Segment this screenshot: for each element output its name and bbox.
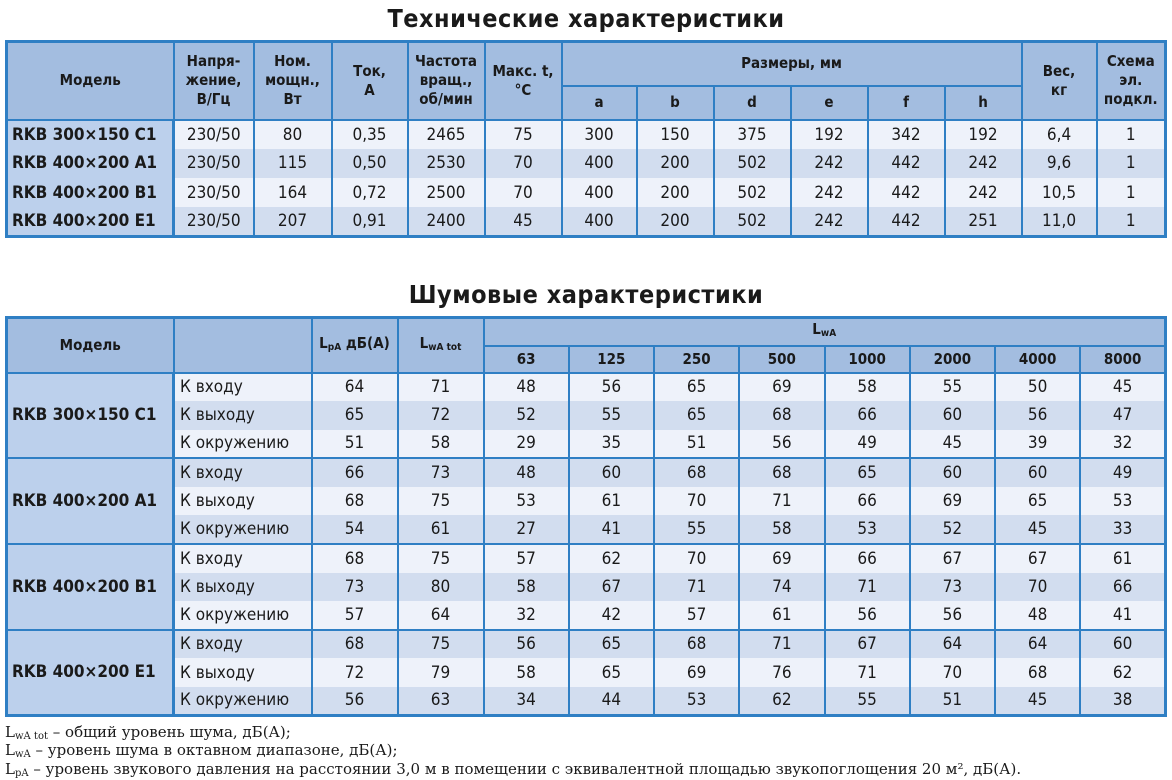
value-cell: 2500 — [408, 178, 485, 207]
value-cell: 68 — [995, 658, 1080, 687]
value-cell: 60 — [995, 458, 1080, 487]
value-cell: 53 — [654, 687, 739, 716]
value-cell: 55 — [569, 401, 654, 430]
col-lwa: $L_{wA}$ — [484, 318, 1166, 346]
value-cell: 79 — [398, 658, 484, 687]
value-cell: 67 — [995, 544, 1080, 573]
value-cell: 442 — [868, 149, 945, 178]
value-cell: 56 — [739, 430, 824, 459]
direction-cell: К окружению — [174, 515, 312, 544]
col-speed: Частота вращ., об/мин — [408, 42, 485, 120]
value-cell: 34 — [484, 687, 569, 716]
value-cell: 56 — [825, 601, 910, 630]
value-cell: 68 — [739, 458, 824, 487]
value-cell: 39 — [995, 430, 1080, 459]
table-row — [7, 373, 1166, 402]
value-cell: 51 — [910, 687, 995, 716]
value-cell: 68 — [312, 544, 398, 573]
col-scheme: Схема эл. подкл. — [1097, 42, 1166, 120]
value-cell: 67 — [825, 630, 910, 659]
direction-cell: К выходу — [174, 401, 312, 430]
value-cell: 68 — [654, 458, 739, 487]
value-cell: 52 — [484, 401, 569, 430]
value-cell: 53 — [484, 487, 569, 516]
value-cell: 300 — [562, 120, 637, 149]
value-cell: 71 — [398, 373, 484, 402]
value-cell: 65 — [654, 373, 739, 402]
value-cell: 70 — [654, 544, 739, 573]
value-cell: 55 — [825, 687, 910, 716]
value-cell: 55 — [910, 373, 995, 402]
direction-cell: К входу — [174, 544, 312, 573]
direction-cell: К выходу — [174, 658, 312, 687]
value-cell: 1 — [1097, 207, 1166, 236]
value-cell: 192 — [791, 120, 868, 149]
footnote: $L_{wA}$ – уровень шума в октавном диапазоне, дБ(А); — [5, 741, 398, 760]
value-cell: 58 — [484, 658, 569, 687]
value-cell: 442 — [868, 207, 945, 236]
col-dim-f: f — [868, 86, 945, 120]
value-cell: 65 — [569, 630, 654, 659]
value-cell: 11,0 — [1022, 207, 1097, 236]
model-cell: RKB 300×150 C1 — [7, 120, 174, 149]
value-cell: 242 — [791, 178, 868, 207]
table-row — [7, 401, 1166, 430]
value-cell: 200 — [637, 207, 714, 236]
value-cell: 230/50 — [174, 207, 254, 236]
value-cell: 45 — [995, 515, 1080, 544]
value-cell: 56 — [312, 687, 398, 716]
value-cell: 150 — [637, 120, 714, 149]
value-cell: 375 — [714, 120, 791, 149]
value-cell: 230/50 — [174, 178, 254, 207]
value-cell: 0,35 — [332, 120, 408, 149]
value-cell: 0,50 — [332, 149, 408, 178]
tech-table — [5, 40, 1167, 238]
value-cell: 80 — [254, 120, 332, 149]
value-cell: 68 — [312, 487, 398, 516]
col-freq-63: 63 — [484, 346, 569, 373]
direction-cell: К входу — [174, 458, 312, 487]
value-cell: 2465 — [408, 120, 485, 149]
value-cell: 115 — [254, 149, 332, 178]
value-cell: 442 — [868, 178, 945, 207]
value-cell: 64 — [312, 373, 398, 402]
value-cell: 400 — [562, 178, 637, 207]
col-lwatot: $L_{wA tot}$ — [398, 318, 484, 373]
value-cell: 53 — [1080, 487, 1165, 516]
value-cell: 58 — [825, 373, 910, 402]
value-cell: 66 — [825, 544, 910, 573]
col-freq-250: 250 — [654, 346, 739, 373]
value-cell: 67 — [569, 573, 654, 602]
value-cell: 73 — [398, 458, 484, 487]
table-row — [7, 178, 1166, 207]
value-cell: 502 — [714, 178, 791, 207]
direction-cell: К входу — [174, 373, 312, 402]
table-row — [7, 573, 1166, 602]
value-cell: 48 — [995, 601, 1080, 630]
value-cell: 61 — [398, 515, 484, 544]
value-cell: 76 — [739, 658, 824, 687]
model-cell: RKB 400×200 A1 — [7, 458, 174, 544]
value-cell: 65 — [654, 401, 739, 430]
value-cell: 70 — [654, 487, 739, 516]
value-cell: 71 — [654, 573, 739, 602]
table-row — [7, 430, 1166, 459]
value-cell: 27 — [484, 515, 569, 544]
col-model: Модель — [7, 318, 174, 373]
value-cell: 48 — [484, 458, 569, 487]
col-freq-4000: 4000 — [995, 346, 1080, 373]
value-cell: 68 — [312, 630, 398, 659]
value-cell: 2530 — [408, 149, 485, 178]
value-cell: 56 — [995, 401, 1080, 430]
value-cell: 70 — [995, 573, 1080, 602]
col-freq-500: 500 — [739, 346, 824, 373]
value-cell: 51 — [312, 430, 398, 459]
value-cell: 61 — [569, 487, 654, 516]
value-cell: 48 — [484, 373, 569, 402]
value-cell: 64 — [910, 630, 995, 659]
value-cell: 69 — [910, 487, 995, 516]
value-cell: 251 — [945, 207, 1022, 236]
direction-cell: К окружению — [174, 601, 312, 630]
model-cell: RKB 400×200 E1 — [7, 630, 174, 716]
value-cell: 63 — [398, 687, 484, 716]
value-cell: 56 — [484, 630, 569, 659]
value-cell: 62 — [739, 687, 824, 716]
value-cell: 66 — [825, 487, 910, 516]
value-cell: 32 — [484, 601, 569, 630]
col-lpa: $L_{pA}$ дБ(А) — [312, 318, 398, 373]
value-cell: 45 — [995, 687, 1080, 716]
col-dim-e: e — [791, 86, 868, 120]
value-cell: 75 — [398, 630, 484, 659]
value-cell: 65 — [995, 487, 1080, 516]
table-row — [7, 658, 1166, 687]
value-cell: 52 — [910, 515, 995, 544]
value-cell: 73 — [312, 573, 398, 602]
col-dim-a: a — [562, 86, 637, 120]
table-row — [7, 515, 1166, 544]
value-cell: 1 — [1097, 149, 1166, 178]
value-cell: 66 — [825, 401, 910, 430]
noise-table — [5, 316, 1167, 717]
value-cell: 69 — [654, 658, 739, 687]
value-cell: 69 — [739, 544, 824, 573]
value-cell: 70 — [485, 178, 562, 207]
model-cell: RKB 400×200 B1 — [7, 178, 174, 207]
value-cell: 49 — [825, 430, 910, 459]
table-row — [7, 458, 1166, 487]
value-cell: 41 — [1080, 601, 1165, 630]
tech-title: Технические характеристики — [387, 4, 785, 33]
col-freq-2000: 2000 — [910, 346, 995, 373]
value-cell: 58 — [398, 430, 484, 459]
value-cell: 242 — [945, 149, 1022, 178]
direction-cell: К входу — [174, 630, 312, 659]
value-cell: 61 — [1080, 544, 1165, 573]
col-weight: Вес, кг — [1022, 42, 1097, 120]
model-cell: RKB 400×200 B1 — [7, 544, 174, 630]
value-cell: 60 — [910, 401, 995, 430]
value-cell: 57 — [484, 544, 569, 573]
col-direction — [174, 318, 312, 373]
direction-cell: К окружению — [174, 430, 312, 459]
value-cell: 71 — [825, 573, 910, 602]
value-cell: 56 — [569, 373, 654, 402]
value-cell: 342 — [868, 120, 945, 149]
value-cell: 64 — [995, 630, 1080, 659]
col-dim-d: d — [714, 86, 791, 120]
value-cell: 200 — [637, 149, 714, 178]
value-cell: 33 — [1080, 515, 1165, 544]
table-row — [7, 207, 1166, 236]
value-cell: 207 — [254, 207, 332, 236]
value-cell: 55 — [654, 515, 739, 544]
model-cell: RKB 400×200 E1 — [7, 207, 174, 236]
value-cell: 74 — [739, 573, 824, 602]
value-cell: 58 — [484, 573, 569, 602]
col-freq-8000: 8000 — [1080, 346, 1165, 373]
direction-cell: К выходу — [174, 487, 312, 516]
col-dim-b: b — [637, 86, 714, 120]
value-cell: 71 — [825, 658, 910, 687]
value-cell: 54 — [312, 515, 398, 544]
value-cell: 6,4 — [1022, 120, 1097, 149]
value-cell: 200 — [637, 178, 714, 207]
value-cell: 66 — [1080, 573, 1165, 602]
col-freq-125: 125 — [569, 346, 654, 373]
value-cell: 62 — [1080, 658, 1165, 687]
table-row — [7, 630, 1166, 659]
col-voltage: Напря- жение, В/Гц — [174, 42, 254, 120]
value-cell: 1 — [1097, 120, 1166, 149]
value-cell: 75 — [398, 487, 484, 516]
value-cell: 68 — [654, 630, 739, 659]
footnote: $L_{pA}$ – уровень звукового давления на расстоянии 3,0 м в помещении с эквивалентной площадью звукопоглощения 20 м², дБ(А). — [5, 760, 1022, 779]
value-cell: 45 — [910, 430, 995, 459]
value-cell: 29 — [484, 430, 569, 459]
value-cell: 71 — [739, 487, 824, 516]
value-cell: 75 — [398, 544, 484, 573]
value-cell: 62 — [569, 544, 654, 573]
model-cell: RKB 300×150 C1 — [7, 373, 174, 459]
value-cell: 58 — [739, 515, 824, 544]
value-cell: 49 — [1080, 458, 1165, 487]
table-row — [7, 544, 1166, 573]
value-cell: 65 — [569, 658, 654, 687]
value-cell: 61 — [739, 601, 824, 630]
value-cell: 67 — [910, 544, 995, 573]
value-cell: 57 — [654, 601, 739, 630]
value-cell: 69 — [739, 373, 824, 402]
value-cell: 400 — [562, 207, 637, 236]
value-cell: 53 — [825, 515, 910, 544]
value-cell: 41 — [569, 515, 654, 544]
value-cell: 45 — [1080, 373, 1165, 402]
value-cell: 70 — [910, 658, 995, 687]
col-freq-1000: 1000 — [825, 346, 910, 373]
value-cell: 502 — [714, 207, 791, 236]
value-cell: 64 — [398, 601, 484, 630]
value-cell: 71 — [739, 630, 824, 659]
value-cell: 60 — [910, 458, 995, 487]
value-cell: 35 — [569, 430, 654, 459]
value-cell: 80 — [398, 573, 484, 602]
value-cell: 70 — [485, 149, 562, 178]
value-cell: 230/50 — [174, 120, 254, 149]
col-model: Модель — [7, 42, 174, 120]
col-temp: Макс. t, °C — [485, 42, 562, 120]
direction-cell: К выходу — [174, 573, 312, 602]
value-cell: 66 — [312, 458, 398, 487]
value-cell: 502 — [714, 149, 791, 178]
value-cell: 242 — [791, 149, 868, 178]
table-row — [7, 120, 1166, 149]
value-cell: 60 — [1080, 630, 1165, 659]
value-cell: 32 — [1080, 430, 1165, 459]
noise-title: Шумовые характеристики — [408, 280, 764, 309]
col-power: Ном. мощн., Вт — [254, 42, 332, 120]
value-cell: 0,91 — [332, 207, 408, 236]
value-cell: 400 — [562, 149, 637, 178]
value-cell: 45 — [485, 207, 562, 236]
value-cell: 38 — [1080, 687, 1165, 716]
model-cell: RKB 400×200 A1 — [7, 149, 174, 178]
value-cell: 65 — [825, 458, 910, 487]
value-cell: 0,72 — [332, 178, 408, 207]
value-cell: 56 — [910, 601, 995, 630]
value-cell: 60 — [569, 458, 654, 487]
value-cell: 242 — [945, 178, 1022, 207]
direction-cell: К окружению — [174, 687, 312, 716]
value-cell: 65 — [312, 401, 398, 430]
value-cell: 75 — [485, 120, 562, 149]
value-cell: 10,5 — [1022, 178, 1097, 207]
table-row — [7, 149, 1166, 178]
value-cell: 230/50 — [174, 149, 254, 178]
value-cell: 50 — [995, 373, 1080, 402]
value-cell: 44 — [569, 687, 654, 716]
value-cell: 57 — [312, 601, 398, 630]
value-cell: 9,6 — [1022, 149, 1097, 178]
value-cell: 51 — [654, 430, 739, 459]
col-current: Ток, А — [332, 42, 408, 120]
table-row — [7, 487, 1166, 516]
col-dims: Размеры, мм — [562, 42, 1022, 86]
value-cell: 68 — [739, 401, 824, 430]
col-dim-h: h — [945, 86, 1022, 120]
value-cell: 192 — [945, 120, 1022, 149]
table-row — [7, 601, 1166, 630]
value-cell: 72 — [398, 401, 484, 430]
footnote: $L_{wA tot}$ – общий уровень шума, дБ(А); — [5, 723, 291, 742]
value-cell: 1 — [1097, 178, 1166, 207]
value-cell: 73 — [910, 573, 995, 602]
value-cell: 242 — [791, 207, 868, 236]
value-cell: 72 — [312, 658, 398, 687]
value-cell: 164 — [254, 178, 332, 207]
value-cell: 47 — [1080, 401, 1165, 430]
value-cell: 2400 — [408, 207, 485, 236]
value-cell: 42 — [569, 601, 654, 630]
table-row — [7, 687, 1166, 716]
